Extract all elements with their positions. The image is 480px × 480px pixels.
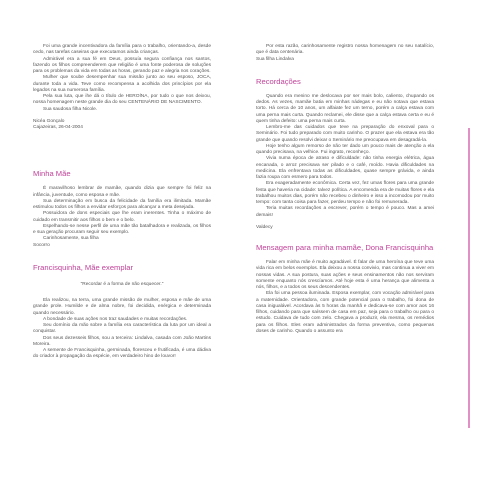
signature-name: Socorro bbox=[33, 242, 50, 248]
paragraph: Ela foi uma pessoa iluminada. Esposa exemplar, com vocação admirável para a maternidade. Orientadora, com grande potencial para o trabalho, foi dona de casa inigualável. Acordava às 5 horas da manhã e dedicava-se com amor aos 16 filhos, cuidando para que saíssem de casa em paz, seja para o trabalho ou para o estudo. Cuidava de tudo com zelo. Chegava a produzir, ela mesma, os remédios para os filhos. Eles eram administrados da forma preventiva, como pequenas doses de carinho. Quando o assunto era bbox=[256, 291, 434, 334]
signature-name: Valdecy bbox=[256, 224, 273, 230]
right-column bbox=[256, 44, 434, 335]
paragraph: Dos seus dezesseis filhos, sou a terceira: Lindalva, casada com João Martins Moreira. bbox=[33, 335, 211, 347]
paragraph: Vivia numa época de atraso e dificuldade: não tinha energia elétrica, água encanada, o arroz precisava ser pilado e o café, moído. Havia dificuldades na medicina. Ela enfrentava todas as dificuldades, quase sempre grávida, e ainda fazia roupa com esmero para todos. bbox=[256, 156, 434, 180]
paragraph: Falar em minha mãe é muito agradável. É falar de uma heroína que teve uma vida rica em belos exemplos. Ela deixou a nossa convivio, mas continua a viver em nossas vidas. A sua postura, suas ações e seus ensinamentos não nos serviram somente enquanto nós crescíamos. Até hoje esta é uma herança que alimenta a nós, filhos, e a todos os seus descendentes. bbox=[256, 260, 434, 290]
paragraph: Seu domínio da mão sobre a família era característica da luta por um ideal a conquistar. bbox=[33, 323, 211, 335]
section-title: Francisquinha, Mãe exemplar bbox=[33, 262, 134, 272]
paragraph: Ela realizou, na terra, uma grande missão de mulher, esposa e mãe de uma grande prole. Humilde e de alma nobre, foi decidida, enérgica e determinada quando necessário. bbox=[33, 298, 211, 316]
paragraph: Teria muitas recordações a escrever, porém o tempo é pouco. Mas a amei demais! bbox=[256, 206, 434, 218]
signature-line: Carinhosamente, sua filha bbox=[43, 236, 99, 242]
paragraph: Pela sua luta, que ihe dá o título de HEROÍNA, por tudo o que nos deixou, nossa homenagem neste grande dia do seu CENTENÁRIO DE NASCIMENTO. bbox=[33, 94, 211, 106]
paragraph: A bondade de suas ações nos traz saudades e muitas recordações. bbox=[43, 316, 188, 322]
author-name: Nicéa Gonçalo bbox=[33, 118, 65, 124]
place-date: Cajazeiras, 26-04-2004 bbox=[33, 125, 83, 130]
paragraph: Quando era menino me deslocava por ser mais bolo, caliento, chupando os dedos. As vezes, mamãe batia em minhas nádegas e eu não notava que estava torto. Há cerca de 10 anos, um alfaiate fez um terno, porém a calça estava com uma perna mais curta. Quando reclamei, ele disse que a calça estava certa e eu é quem tinha defeito: uma perna mais curta. bbox=[256, 93, 434, 124]
quote: "Recordar é a forma de não esquecer." bbox=[80, 281, 164, 287]
paragraph: Admirável era a sua fé em Deus, possuía segura confiança nos santos, fazendo os filhos compreenderem que religião é uma fonte poderosa de soluções para os problemas da vida em todas as horas, gerando paz e alegria nos corações. bbox=[33, 56, 211, 74]
paragraph: Sua determinação em busca da felicidade da família era ilimitada. Mamãe estimulou todos os filhos a envidar esforços para alcançar a meta desejada. bbox=[33, 198, 211, 210]
signature-line: Sua saudosa filha Nicole. bbox=[43, 106, 98, 112]
paragraph: Era exageradamente econômica. Certa vez, fez umas flores para uma grande festa que haveria na cidade: talvez política. A encomenda era de muitas flores e ela trabalhou muitos dias, porém não recebeu o dinheiro e isso a incomodou por muito tempo: com tanta coisa para fazer, perdeu tempo e não foi remunerada. bbox=[256, 181, 434, 205]
left-column bbox=[33, 44, 211, 361]
section-title: Minha Mãe bbox=[33, 169, 71, 179]
paragraph: Mulher que soube desempenhar sua missão junto ao seu esposo, JOCA, durante toda a vida. Teve como recompensa a acolhida dos princípios por ela legados na sua numerosa família. bbox=[33, 75, 211, 93]
paragraph: Hoje tenho algum remorso de não ter dado um pouco mais de atenção a ela quando precisava, na velhice. Fui ingrato, reconheço. bbox=[256, 143, 434, 155]
paragraph: Lembro-me das cuidados que teve na preparação do enxoval para o Seminário. Foi tudo preparado com muito carinho. O prazer que ela estava era tão grande que quando resolvi deixar o Seminário me preocupava em desagradá-la. bbox=[256, 125, 434, 143]
paragraph: É maravilhoso lembrar de mamãe, quando dizia que sempre foi feliz na infância, juventude, como esposa e mãe. bbox=[33, 186, 211, 198]
paragraph: Foi uma grande incentivadora da família para o trabalho, orientando-a, desde cedo, nas tarefas caseiras que executamos ainda crianças. bbox=[33, 44, 211, 56]
paragraph: Espelhando-se nesse perfil de uma mãe tão batalhadora e realizada, os filhos e sua geração procuram seguir seu exemplo. bbox=[33, 223, 211, 235]
section-title: Recordações bbox=[256, 76, 301, 86]
margin-rule bbox=[468, 128, 470, 428]
paragraph: Por esta razão, carinhosamente registro nossa homenagem no seu natalício, que é data centenária. bbox=[256, 44, 434, 56]
paragraph: Possuidora de dons especiais que lhe eram inerentes. Tinha o máximo de cuidado em transmitir aos filhos o bem e o belo. bbox=[33, 211, 211, 223]
paragraph: A semente de Francisquinha, germinada, floresceu e frutificada, é uma dádiva do criador à propagação da espécie, em verdadeiro hino de louvor! bbox=[33, 348, 211, 360]
signature-line: Sua filha Lindalva bbox=[256, 56, 294, 62]
section-title: Mensagem para minha mamãe, Dona Francisquinha bbox=[256, 243, 434, 252]
